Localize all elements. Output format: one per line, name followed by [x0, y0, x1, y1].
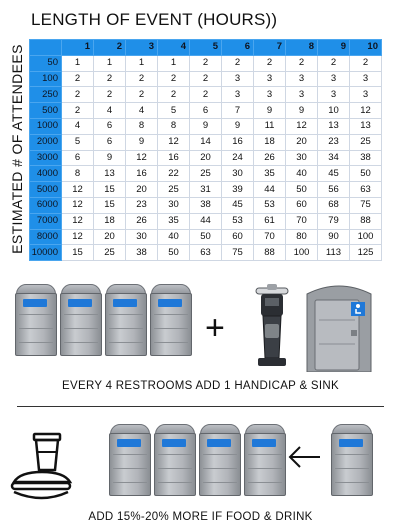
- table-cell: 44: [254, 182, 286, 198]
- table-cell: 4: [94, 103, 126, 119]
- table-row: [30, 118, 382, 134]
- table-cell: 30: [126, 229, 158, 245]
- table-row: [30, 71, 382, 87]
- table-cell: 6: [94, 134, 126, 150]
- portable-restroom-icon: [14, 284, 58, 356]
- portable-restroom-icon: [149, 284, 193, 356]
- left-arrow-icon: [286, 444, 322, 470]
- table-cell: 44: [190, 213, 222, 229]
- table-cell: 3: [222, 87, 254, 103]
- table-cell: 12: [158, 134, 190, 150]
- table-cell: 24: [222, 150, 254, 166]
- table-cell: 53: [254, 197, 286, 213]
- table-cell: 45: [222, 197, 254, 213]
- portable-restroom-icon: [108, 424, 152, 496]
- table-cell: 50: [190, 229, 222, 245]
- portable-restroom-icon: [198, 424, 242, 496]
- table-cell: 12: [62, 213, 94, 229]
- food-drink-caption: ADD 15%-20% MORE IF FOOD & DRINK: [88, 511, 313, 523]
- hour-header: 5: [190, 40, 222, 56]
- table-cell: 30: [222, 166, 254, 182]
- table-row: [30, 103, 382, 119]
- table-cell: 2: [254, 55, 286, 71]
- table-cell: 13: [350, 118, 382, 134]
- table-cell: 50: [286, 182, 318, 198]
- table-row: [30, 87, 382, 103]
- table-cell: 15: [94, 197, 126, 213]
- table-cell: 25: [158, 182, 190, 198]
- table-cell: 38: [126, 245, 158, 261]
- table-cell: 31: [190, 182, 222, 198]
- attendees-header: 6000: [30, 197, 62, 213]
- attendees-header: 7000: [30, 213, 62, 229]
- hour-header: 1: [62, 40, 94, 56]
- table-cell: 80: [286, 229, 318, 245]
- table-cell: 25: [350, 134, 382, 150]
- table-cell: 40: [158, 229, 190, 245]
- table-cell: 2: [62, 71, 94, 87]
- restroom-units-row: [14, 284, 194, 356]
- restroom-unit-single: [330, 424, 375, 496]
- table-cell: 2: [190, 55, 222, 71]
- table-cell: 30: [286, 150, 318, 166]
- table-cell: 63: [350, 182, 382, 198]
- attendees-header: 3000: [30, 150, 62, 166]
- table-cell: 60: [286, 197, 318, 213]
- table-cell: 12: [62, 197, 94, 213]
- table-cell: 13: [94, 166, 126, 182]
- table-cell: 7: [222, 103, 254, 119]
- table-cell: 61: [254, 213, 286, 229]
- table-cell: 3: [318, 71, 350, 87]
- table-row: [30, 150, 382, 166]
- table-cell: 4: [126, 103, 158, 119]
- handicap-restroom-icon: [305, 282, 373, 372]
- table-cell: 18: [94, 213, 126, 229]
- table-cell: 2: [286, 55, 318, 71]
- table-cell: 12: [350, 103, 382, 119]
- table-cell: 70: [254, 229, 286, 245]
- table-cell: 10: [318, 103, 350, 119]
- table-cell: 2: [94, 87, 126, 103]
- table-cell: 75: [222, 245, 254, 261]
- table-cell: 2: [318, 55, 350, 71]
- hour-header: 2: [94, 40, 126, 56]
- plus-symbol: +: [205, 309, 225, 347]
- attendees-header: 4000: [30, 166, 62, 182]
- table-cell: 3: [318, 87, 350, 103]
- attendees-header: 2000: [30, 134, 62, 150]
- table-cell: 14: [190, 134, 222, 150]
- table-cell: 20: [190, 150, 222, 166]
- table-cell: 2: [62, 103, 94, 119]
- table-cell: 2: [158, 71, 190, 87]
- table-cell: 5: [158, 103, 190, 119]
- portable-restroom-icon: [330, 424, 374, 496]
- table-cell: 2: [222, 55, 254, 71]
- table-cell: 2: [94, 71, 126, 87]
- food-drink-icon: [8, 430, 74, 506]
- table-cell: 60: [222, 229, 254, 245]
- table-cell: 25: [94, 245, 126, 261]
- hour-header: 7: [254, 40, 286, 56]
- table-cell: 26: [126, 213, 158, 229]
- table-cell: 25: [190, 166, 222, 182]
- hour-header: 8: [286, 40, 318, 56]
- attendees-header: 250: [30, 87, 62, 103]
- table-cell: 11: [254, 118, 286, 134]
- table-cell: 30: [158, 197, 190, 213]
- table-row: [30, 229, 382, 245]
- table-cell: 9: [94, 150, 126, 166]
- table-cell: 9: [222, 118, 254, 134]
- portable-restroom-icon: [59, 284, 103, 356]
- table-cell: 2: [126, 71, 158, 87]
- table-cell: 40: [286, 166, 318, 182]
- y-axis-label: ESTIMATED # OF ATTENDEES: [9, 44, 25, 254]
- attendees-header: 50: [30, 55, 62, 71]
- table-cell: 6: [190, 103, 222, 119]
- table-cell: 100: [286, 245, 318, 261]
- table-row: [30, 55, 382, 71]
- sink-icon: [253, 284, 291, 370]
- attendees-header: 1000: [30, 118, 62, 134]
- table-cell: 9: [254, 103, 286, 119]
- table-cell: 68: [318, 197, 350, 213]
- table-cell: 50: [350, 166, 382, 182]
- table-cell: 50: [158, 245, 190, 261]
- table-cell: 35: [158, 213, 190, 229]
- table-cell: 16: [222, 134, 254, 150]
- chart-title: LENGTH OF EVENT (HOURS)): [31, 10, 278, 29]
- table-cell: 8: [62, 166, 94, 182]
- hour-header: 4: [158, 40, 190, 56]
- table-cell: 15: [94, 182, 126, 198]
- restroom-units-row-food: [108, 424, 288, 496]
- hour-header: 10: [350, 40, 382, 56]
- table-row: [30, 213, 382, 229]
- table-cell: 5: [62, 134, 94, 150]
- table-cell: 1: [62, 55, 94, 71]
- hour-header: 6: [222, 40, 254, 56]
- table-cell: 4: [62, 118, 94, 134]
- table-cell: 38: [190, 197, 222, 213]
- table-cell: 53: [222, 213, 254, 229]
- table-cell: 1: [158, 55, 190, 71]
- attendees-header: 8000: [30, 229, 62, 245]
- table-cell: 34: [318, 150, 350, 166]
- table-cell: 18: [254, 134, 286, 150]
- table-cell: 3: [222, 71, 254, 87]
- table-cell: 39: [222, 182, 254, 198]
- table-cell: 125: [350, 245, 382, 261]
- table-cell: 2: [190, 71, 222, 87]
- table-row: [30, 197, 382, 213]
- table-cell: 2: [126, 87, 158, 103]
- table-cell: 23: [126, 197, 158, 213]
- table-cell: 8: [126, 118, 158, 134]
- table-cell: 70: [286, 213, 318, 229]
- table-cell: 9: [190, 118, 222, 134]
- table-row: [30, 245, 382, 261]
- table-cell: 3: [254, 71, 286, 87]
- table-cell: 100: [350, 229, 382, 245]
- table-cell: 2: [190, 87, 222, 103]
- table-row: [30, 166, 382, 182]
- table-cell: 9: [286, 103, 318, 119]
- table-cell: 63: [190, 245, 222, 261]
- table-cell: 1: [94, 55, 126, 71]
- table-cell: 12: [126, 150, 158, 166]
- attendees-header: 500: [30, 103, 62, 119]
- hour-header: 3: [126, 40, 158, 56]
- table-cell: 22: [158, 166, 190, 182]
- table-cell: 15: [62, 245, 94, 261]
- table-cell: 79: [318, 213, 350, 229]
- table-cell: 9: [126, 134, 158, 150]
- table-cell: 3: [350, 87, 382, 103]
- table-cell: 88: [350, 213, 382, 229]
- table-cell: 2: [158, 87, 190, 103]
- table-cell: 3: [350, 71, 382, 87]
- table-cell: 35: [254, 166, 286, 182]
- table-cell: 20: [286, 134, 318, 150]
- table-cell: 23: [318, 134, 350, 150]
- section-divider: [17, 406, 384, 407]
- table-cell: 3: [254, 87, 286, 103]
- attendees-header: 100: [30, 71, 62, 87]
- table-cell: 26: [254, 150, 286, 166]
- table-cell: 8: [158, 118, 190, 134]
- table-cell: 20: [94, 229, 126, 245]
- table-cell: 12: [62, 229, 94, 245]
- table-cell: 3: [286, 87, 318, 103]
- handicap-sink-caption: EVERY 4 RESTROOMS ADD 1 HANDICAP & SINK: [62, 380, 339, 392]
- hours-header-row: [30, 40, 382, 56]
- table-cell: 113: [318, 245, 350, 261]
- portable-restroom-icon: [104, 284, 148, 356]
- table-cell: 12: [286, 118, 318, 134]
- table-cell: 16: [158, 150, 190, 166]
- table-cell: 6: [62, 150, 94, 166]
- table-cell: 2: [350, 55, 382, 71]
- table-cell: 45: [318, 166, 350, 182]
- table-cell: 1: [126, 55, 158, 71]
- table-corner: [30, 40, 62, 56]
- attendees-header: 5000: [30, 182, 62, 198]
- portable-restroom-icon: [243, 424, 287, 496]
- table-cell: 38: [350, 150, 382, 166]
- table-cell: 3: [286, 71, 318, 87]
- table-cell: 20: [126, 182, 158, 198]
- table-cell: 6: [94, 118, 126, 134]
- table-cell: 2: [62, 87, 94, 103]
- table-cell: 88: [254, 245, 286, 261]
- table-row: [30, 134, 382, 150]
- table-cell: 56: [318, 182, 350, 198]
- attendance-table: [29, 39, 382, 261]
- attendees-header: 10000: [30, 245, 62, 261]
- table-cell: 16: [126, 166, 158, 182]
- table-cell: 13: [318, 118, 350, 134]
- table-cell: 75: [350, 197, 382, 213]
- table-row: [30, 182, 382, 198]
- portable-restroom-icon: [153, 424, 197, 496]
- hour-header: 9: [318, 40, 350, 56]
- table-cell: 90: [318, 229, 350, 245]
- table-cell: 12: [62, 182, 94, 198]
